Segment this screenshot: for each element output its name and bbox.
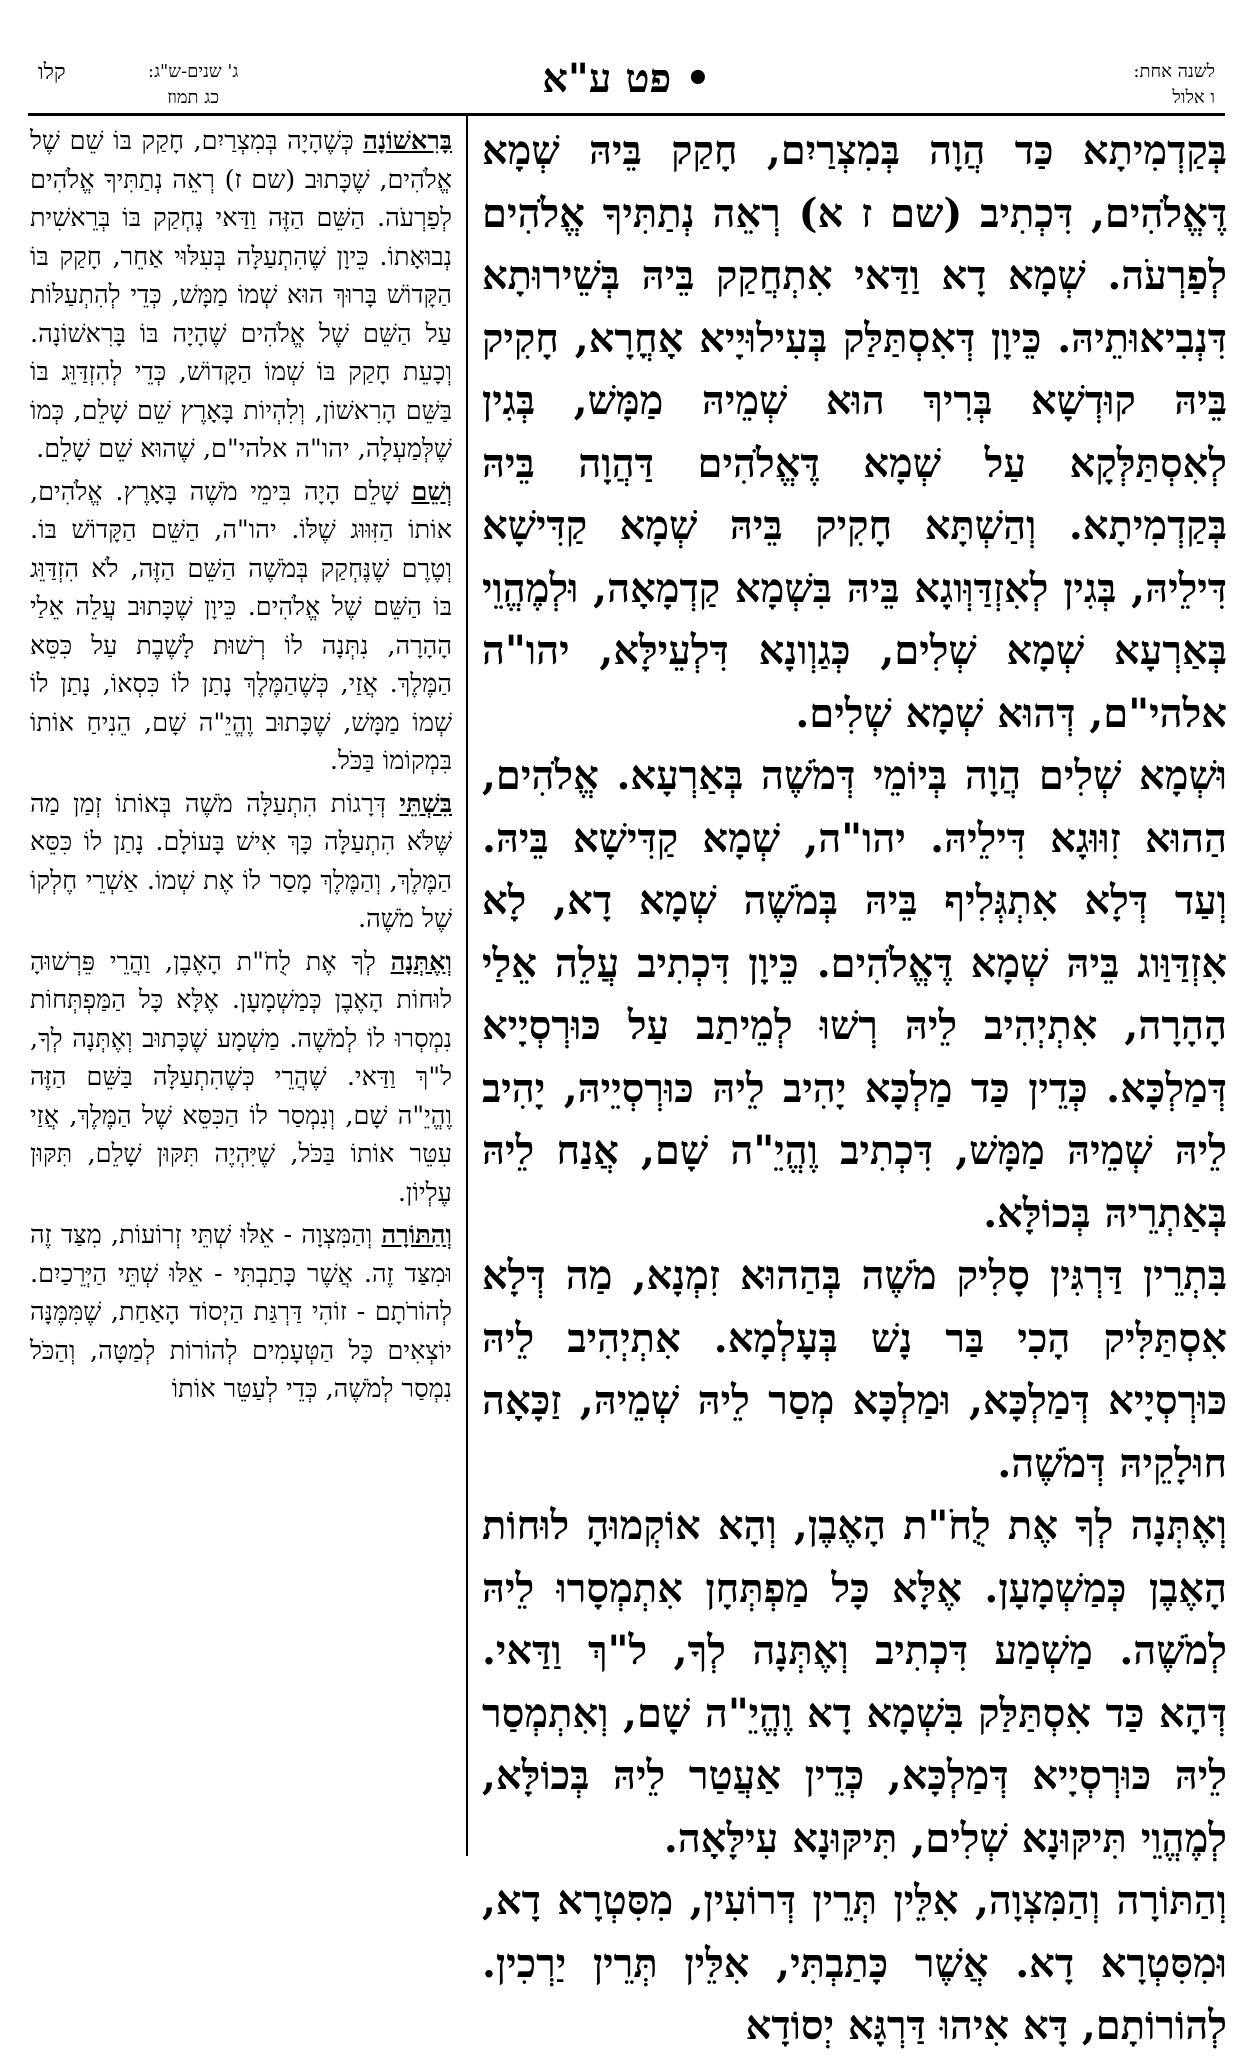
column-divider: [466, 116, 468, 1856]
calendar-one-year: [1133, 59, 1215, 111]
commentary-text: כְּשֶׁהָיָה בְּמִצְרַיִם, חָקַק בּוֹ שֵׁם שֶׁל אֱלֹהִים, שֶׁכָּתוּב (שם ז) רְאֵה נְתַתִּיךָ אֱלֹהִים לְפַרְעֹה. הַשֵּׁם הַזֶּה וַדַּאי נֶחְקַק בּוֹ בְּרֵאשִׁית נְבוּאָתוֹ. כֵּיוָן שֶׁהִתְעַלָּה בְּעִלּוּי אַחֵר, חָקַק בּוֹ הַקָּדוֹשׁ בָּרוּךְ הוּא שְׁמוֹ מַמָּשׁ, כְּדֵי לְהִתְעַלּוֹת עַל הַשֵּׁם שֶׁל אֱלֹהִים שֶׁהָיָה בּוֹ בָּרִאשׁוֹנָה. וְכָעֵת חָקַק בּוֹ שְׁמוֹ הַקָּדוֹשׁ, כְּדֵי לְהִזְדַּוֵּג בּוֹ בַּשֵּׁם הָרִאשׁוֹן, וְלִהְיוֹת בָּאָרֶץ שֵׁם שָׁלֵם, כְּמוֹ שֶׁלְּמַעְלָה, יהו"ה אלהי"ם, שֶׁהוּא שֵׁם שָׁלֵם.: [30, 126, 452, 464]
commentary-text: לְךָ אֶת לֻחֹ"ת הָאֶבֶן, וַהֲרֵי פֵּרְשׁוּהָ לוּחוֹת הָאֶבֶן כְּמַשְׁמָעָן. אֶלָּא כָּל הַמַּפְתְּחוֹת נִמְסְרוּ לוֹ לְמֹשֶׁה. מַשְׁמָע שֶׁכָּתוּב וְאֶתְּנָה לְךָ, ל"ךְ וַדַּאי. שֶׁהֲרֵי כְּשֶׁהִתְעַלָּה בַּשֵּׁם הַזֶּה וֶהֱיֵ"ה שָׁם, וְנִמְסַר לוֹ הַכִּסֵּא שֶׁל הַמֶּלֶךְ, אֲזַי עִטֵּר אוֹתוֹ בַּכֹּל, שֶׁיִּהְיֶה תִּקּוּן שָׁלֵם, תִּקּוּן עֶלְיוֹן.: [30, 946, 452, 1208]
commentary-text: שָׁלֵם הָיָה בִּימֵי מֹשֶׁה בָּאָרֶץ. אֱלֹהִים, אוֹתוֹ הַזִּוּוּג שֶׁלּוֹ. יהו"ה, הַשֵּׁם הַקָּדוֹשׁ בּוֹ. וְטֶרֶם שֶׁנֶּחְקַק בְּמֹשֶׁה הַשֵּׁם הַזֶּה, לֹא הִזְדַּוֵּג בּוֹ הַשֵּׁם שֶׁל אֱלֹהִים. כֵּיוָן שֶׁכָּתוּב עֲלֵה אֵלַי הָהָרָה, נִתְּנָה לוֹ רְשׁוּת לָשֶׁבֶת עַל כִּסֵּא הַמֶּלֶךְ. אֲזַי, כְּשֶׁהַמֶּלֶךְ נָתַן לוֹ כִּסְאוֹ, נָתַן לוֹ שְׁמוֹ מַמָּשׁ, שֶׁכָּתוּב וֶהֱיֵ"ה שָׁם, הֵנִיחַ אוֹתוֹ בִּמְקוֹמוֹ בַּכֹּל.: [30, 476, 452, 776]
main-paragraph: וְהַתּוֹרָה וְהַמִּצְוָה, אִלֵּין תְּרֵין דְּרוֹעִין, מִסִּטְרָא דָא, וּמִסִּטְרָא דָא. אֲשֶׁר כָּתַבְתִּי, אִלֵּין תְּרֵין יַרְכִין. לְהוֹרוֹתָם, דָּא אִיהוּ דַּרְגָּא יְסוֹדָא: [482, 1877, 1227, 2049]
commentary-lead-word: וְאֶתְּנָה: [390, 946, 452, 977]
commentary-paragraph: [30, 1216, 452, 1409]
main-paragraph: וּשְׁמָא שְׁלִים הֲוָה בְּיוֹמֵי דְּמֹשֶׁה בְּאַרְעָא. אֱלֹהִים, הַהוּא זִוּוּגָא דִּילֵיהּ. יהו"ה, שְׁמָא קַדִּישָׁא בֵּיהּ. וְעַד דְּלָא אִתְגְּלִיף בֵּיהּ בְּמֹשֶׁה שְׁמָא דָא, לָא אִזְדַּוַּוג בֵּיהּ שְׁמָא דֶּאֱלֹהִים. כֵּיוָן דִּכְתִיב עֲלֵה אֵלַי הָהָרָה, אִתְיְהִיב לֵיהּ רְשׁוּ לְמֵיתַב עַל כּוּרְסְיָיא דְּמַלְכָּא. כְּדֵין כַּד מַלְכָּא יָהִיב לֵיהּ כּוּרְסְיֵיהּ, יָהִיב לֵיהּ שְׁמֵיהּ מַמָּשׁ, דִּכְתִיב וֶהֱיֵ"ה שָׁם, אֲנַח לֵיהּ בְּאַתְרֵיהּ בְּכוֹלָּא.: [482, 752, 1227, 1237]
commentary-lead-word: בָּרִאשׁוֹנָה: [363, 126, 453, 156]
main-paragraph: וְאֶתְּנָה לְךָ אֶת לֻחֹ"ת הָאֶבֶן, וְהָא אוֹקְמוּהָ לוּחוֹת הָאֶבֶן כְּמַשְׁמָעָן. אֶלָּא כָּל מַפְתְּחָן אִתְמְסָרוּ לֵיהּ לְמֹשֶׁה. מַשְׁמַע דִּכְתִיב וְאֶתְּנָה לְךָ, ל"ךְ וַדַּאי. דְּהָא כַּד אִסְתַּלַּק בִּשְׁמָא דָא וֶהֱיֵ"ה שָׁם, וְאִתְמְסַר לֵיהּ כּוּרְסְיָיא דְּמַלְכָּא, כְּדֵין אַעֲטַר לֵיהּ בְּכוֹלָּא, לְמֶהֱוֵי תִּיקּוּנָא שְׁלִים, תִּיקּוּנָא עִילָּאָה.: [482, 1502, 1227, 1862]
commentary-column: [30, 122, 452, 1862]
commentary-lead-word: בִּשְׁתֵּי: [399, 788, 452, 819]
main-paragraph: בְּקַדְמִיתָא כַּד הֲוָה בְּמִצְרַיִם, חָקַק בֵּיהּ שְׁמָא דֶּאֱלֹהִים, דִּכְתִיב (שם ז א) רְאֵה נְתַתִּיךָ אֱלֹהִים לְפַרְעֹה. שְׁמָא דָא וַדַּאי אִתְחֲקַק בֵּיהּ בְּשֵׁירוּתָא דִּנְבִיאוּתֵיהּ. כֵּיוָן דְּאִסְתַּלַּק בְּעִילוּיָיא אָחֳרָא, חָקִיק בֵּיהּ קוּדְשָׁא בְּרִיךְ הוּא שְׁמֵיהּ מַמָּשׁ, בְּגִין לְאִסְתַּלְּקָא עַל שְׁמָא דֶּאֱלֹהִים דַּהֲוָה בֵּיהּ בְּקַדְמִיתָא. וְהַשְׁתָּא חָקִיק בֵּיהּ שְׁמָא קַדִּישָׁא דִּילֵיהּ, בְּגִין לְאִזְדַּוְּוגָא בֵּיהּ בִּשְׁמָא קַדְמָאָה, וּלְמֶהֱוֵי בְּאַרְעָא שְׁמָא שְׁלִים, כְּגַוְונָא דִּלְעֵילָּא, יהו"ה אלהי"ם, דְּהוּא שְׁמָא שְׁלִים.: [482, 127, 1227, 737]
calendar-one-year-label: לשנה אחת:: [1133, 61, 1215, 82]
calendar-three-years-date: כג תמוז: [167, 87, 219, 108]
page-reference: • פט ע"א: [542, 55, 711, 102]
commentary-lead-word: וְשֵׁם: [411, 476, 452, 507]
commentary-paragraph: [30, 122, 452, 469]
main-text-column: [482, 120, 1227, 2049]
commentary-paragraph: [30, 473, 452, 781]
calendar-three-years-label: ג' שנים-ש"ג:: [148, 61, 239, 82]
commentary-text: וְהַמִּצְוָה - אֵלּוּ שְׁתֵּי זְרוֹעוֹת, מִצַּד זֶה וּמִצַּד זֶה. אֲשֶׁר כָּתַבְתִּי - אֵלּוּ שְׁתֵּי הַיְּרֵכַיִם. לְהוֹרֹתָם - זוֹהִי דַּרְגַּת הַיְסוֹד הָאַחַת, שֶׁמִּמֶּנָּה יוֹצְאִים כָּל הַטְּעָמִים לְהוֹרוֹת לְמַטָּה, וְהַכֹּל נִמְסַר לְמֹשֶׁה, כְּדֵי לְעַטֵּר אוֹתוֹ: [30, 1220, 452, 1404]
commentary-paragraph: [30, 943, 452, 1213]
page-header: [28, 55, 1225, 115]
header-rule: [28, 113, 1225, 116]
main-paragraph: בִּתְרֵין דַּרְגִּין סָלִיק מֹשֶׁה בְּהַהוּא זִמְנָא, מַה דְּלָא אִסְתַּלִּיק הָכִי בַּר נָשׁ בְּעָלְמָא. אִתְיְהִיב לֵיהּ כּוּרְסְיָיא דְּמַלְכָּא, וּמַלְכָּא מְסַר לֵיהּ שְׁמֵיהּ, זַכָּאָה חוּלָקֵיהּ דְּמֹשֶׁה.: [482, 1252, 1227, 1487]
commentary-text: דְּרָגוֹת הִתְעַלָּה מֹשֶׁה בְּאוֹתוֹ זְמַן מַה שֶּׁלֹּא הִתְעַלָּה כָּךְ אִישׁ בָּעוֹלָם. נָתַן לוֹ כִּסֵּא הַמֶּלֶךְ, וְהַמֶּלֶךְ מָסַר לוֹ אֶת שְׁמוֹ. אַשְׁרֵי חֶלְקוֹ שֶׁל מֹשֶׁה.: [30, 788, 452, 934]
calendar-one-year-date: ו אלול: [1172, 87, 1215, 108]
folio-number: קלו: [38, 60, 66, 85]
commentary-lead-word: וְהַתּוֹרָה: [381, 1220, 452, 1250]
commentary-paragraph: [30, 785, 452, 939]
